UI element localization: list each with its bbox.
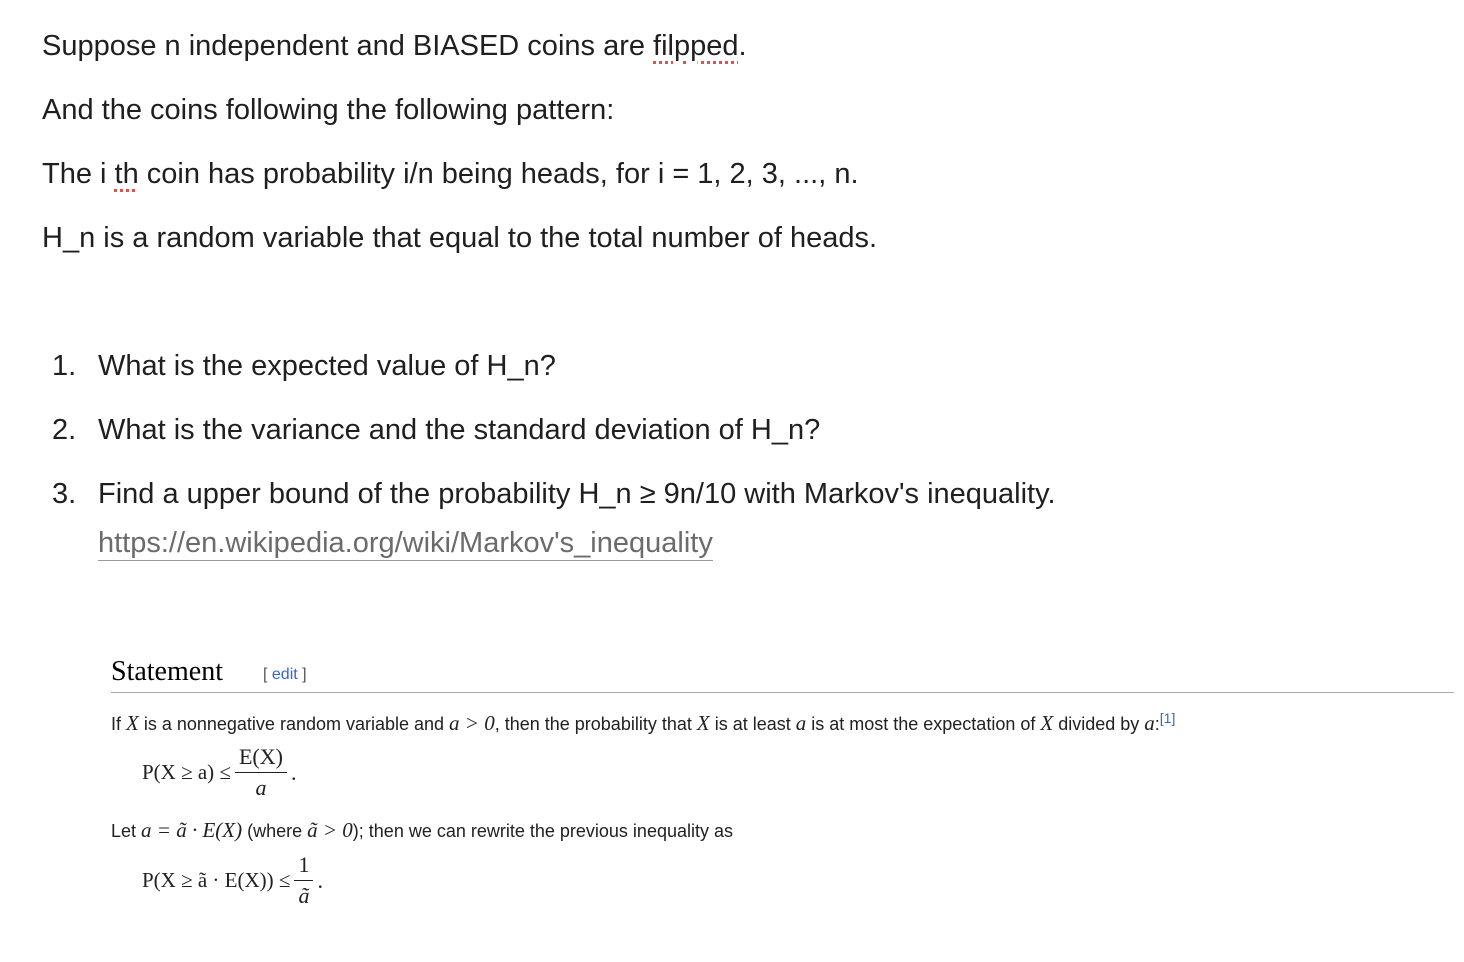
text-run: If xyxy=(111,714,127,734)
citation-link[interactable]: [1] xyxy=(1159,710,1176,726)
intro-line-4: H_n is a random variable that equal to the total number of heads. xyxy=(42,222,878,254)
text-run: is at most the expectation of xyxy=(806,714,1041,734)
question-1 xyxy=(52,349,556,383)
text-run: divided by xyxy=(1053,714,1145,734)
math-var: X xyxy=(126,711,139,735)
formula-period: . xyxy=(317,867,323,893)
formula-period: . xyxy=(290,759,297,785)
wiki-statement-sentence xyxy=(111,706,1175,736)
text-run: Let xyxy=(111,821,142,841)
edit-link[interactable]: edit xyxy=(271,666,298,683)
question-2 xyxy=(52,413,820,447)
question-text: What is the variance and the standard deviation of H_n? xyxy=(98,414,821,446)
intro-line-3 xyxy=(42,157,859,191)
misspelled-word[interactable]: th xyxy=(114,158,139,190)
wiki-edit-control xyxy=(263,666,307,684)
fraction-numerator: 1 xyxy=(294,853,313,881)
heading-divider xyxy=(111,692,1454,693)
edit-bracket-close: ] xyxy=(297,666,307,683)
intro-line-3-rest: coin has probability i/n being heads, for i = 1, 2, 3, ..., n. xyxy=(138,158,859,190)
misspelled-word[interactable]: filpped xyxy=(653,30,739,62)
intro-line-3-text: The i xyxy=(42,158,115,190)
edit-bracket-open: [ xyxy=(263,666,272,683)
intro-line-1 xyxy=(42,29,747,63)
question-number: 1. xyxy=(52,350,77,382)
wiki-rewrite-sentence xyxy=(111,818,733,843)
text-run: is a nonnegative random variable and xyxy=(138,714,450,734)
math-var: a xyxy=(795,711,807,735)
question-text: Find a upper bound of the probability H_n ≥ 9n/10 with Markov's inequality. xyxy=(98,478,1056,510)
fraction-denominator: a xyxy=(255,775,267,800)
math-var: X xyxy=(696,711,710,735)
rewritten-formula xyxy=(142,853,323,908)
fraction-denominator: ã xyxy=(298,883,310,908)
question-text: What is the expected value of H_n? xyxy=(98,350,556,382)
text-run: ); then we can rewrite the previous inequality as xyxy=(352,821,733,841)
fraction xyxy=(294,853,313,908)
fraction-numerator: E(X) xyxy=(235,745,287,773)
text-run: is at least xyxy=(709,714,796,734)
text-run: , then the probability that xyxy=(494,714,697,734)
wiki-section-heading: Statement xyxy=(111,656,223,687)
intro-line-1-text: Suppose n independent and BIASED coins are xyxy=(42,30,654,62)
formula-lhs: P(X ≥ a) ≤ xyxy=(142,760,231,784)
math-expr: ã > 0 xyxy=(307,818,353,842)
formula-lhs: P(X ≥ ã · E(X)) ≤ xyxy=(142,868,291,892)
markov-formula xyxy=(142,745,296,800)
question-3 xyxy=(52,477,1056,511)
math-expr: a = ã · E(X) xyxy=(141,818,243,842)
question-number: 3. xyxy=(52,478,77,510)
math-var: X xyxy=(1040,711,1054,735)
text-run: : xyxy=(1154,714,1160,734)
text-run: (where xyxy=(242,821,308,841)
math-var: a xyxy=(1144,711,1155,735)
markov-inequality-link[interactable]: https://en.wikipedia.org/wiki/Markov's_inequality xyxy=(98,527,713,559)
question-number: 2. xyxy=(52,414,77,446)
math-expr: a > 0 xyxy=(449,711,495,735)
fraction xyxy=(235,745,287,800)
intro-line-1-end: . xyxy=(738,30,747,62)
intro-line-2: And the coins following the following pattern: xyxy=(42,94,615,126)
